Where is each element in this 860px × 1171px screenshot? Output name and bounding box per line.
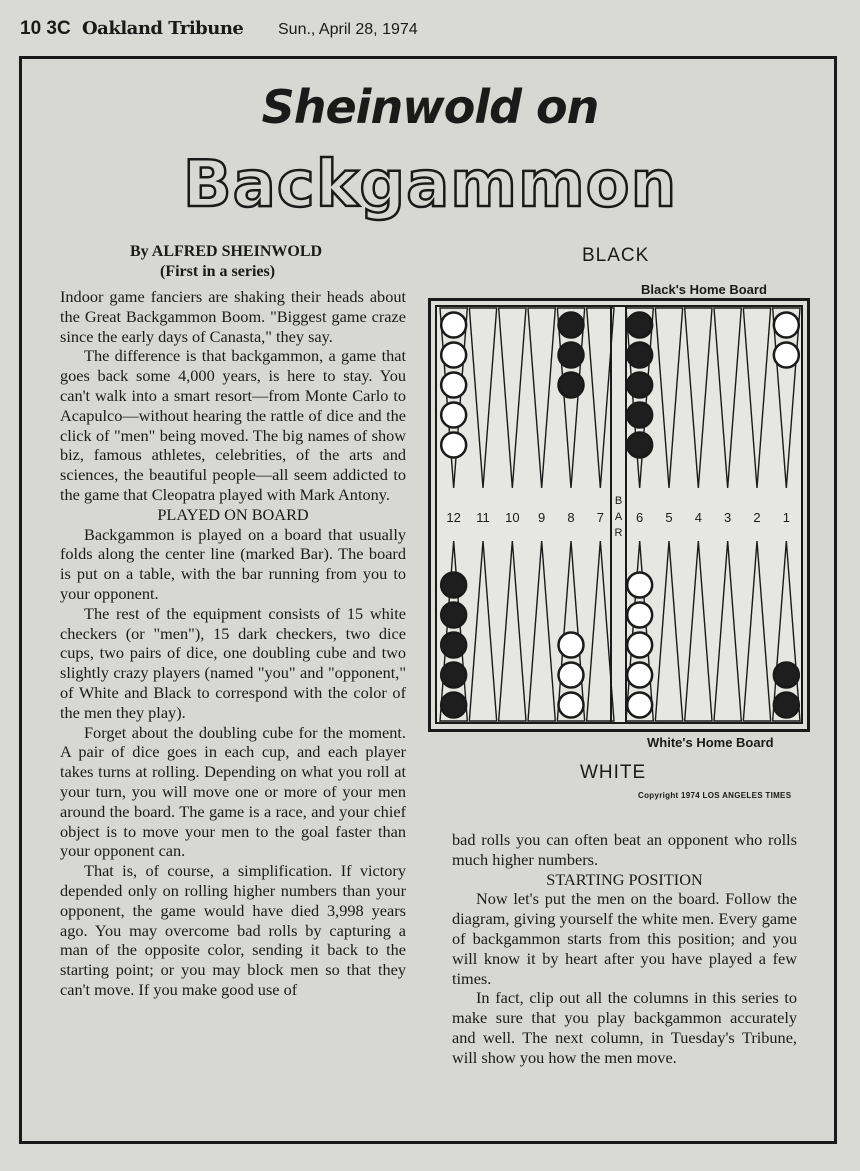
left-column (60, 287, 406, 1000)
subheading-played-on-board: PLAYED ON BOARD (157, 504, 309, 524)
point-number: 2 (753, 510, 761, 525)
white-checker (627, 633, 652, 658)
white-checker (627, 603, 652, 628)
right-column (452, 830, 797, 1068)
black-checker (627, 313, 652, 338)
white-home-board-label: White's Home Board (647, 735, 774, 750)
newspaper-name: Oakland Tribune (82, 18, 244, 39)
paragraph: That is, of course, a simplification. If victory depended only on rolling higher numbers than your opponent, the game would have died 3,998 years ago. You may overcome bad rolls by capturing a man of the opposite color, sending it back to the starting point; or you may block men so that they can't move. If you make good use of (60, 861, 406, 999)
black-checker (559, 343, 584, 368)
white-checker (774, 343, 799, 368)
bar-label-letter: R (614, 527, 623, 539)
white-checker (441, 433, 466, 458)
white-checker (441, 343, 466, 368)
white-checker (627, 663, 652, 688)
black-checker (627, 373, 652, 398)
point-number: 3 (724, 510, 732, 525)
white-checker (441, 313, 466, 338)
subheading-starting-position: STARTING POSITION (546, 869, 703, 889)
headline-line-2: Backgammon (182, 148, 678, 222)
point-number: 9 (538, 510, 546, 525)
headline-line-1: Sheinwold on (261, 80, 599, 134)
point-number: 1 (782, 510, 790, 525)
point-number: 12 (446, 510, 461, 525)
paragraph: The difference is that backgammon, a game that goes back some 4,000 years, is here to stay. You can't walk into a smart resort—from Monte Carlo to Acapulco—without hearing the rattle of dice and the click of "men" being moved. The big names of show biz, famous athletes, celebrities, of the arts and sciences, the beautiful people—all seem addicted to the game that Cleopatra played with Mark Antony. (60, 346, 406, 504)
paragraph: bad rolls you can often beat an opponent who rolls much higher numbers. (452, 830, 797, 869)
masthead (20, 18, 840, 46)
byline: By ALFRED SHEINWOLD (130, 243, 323, 260)
white-checker (559, 693, 584, 718)
white-checker (441, 373, 466, 398)
issue-date: Sun., April 28, 1974 (278, 21, 418, 38)
black-checker (441, 663, 466, 688)
black-checker (441, 693, 466, 718)
paragraph: Forget about the doubling cube for the moment. A pair of dice goes in each cup, and each player takes turns at rolling. Depending on what you roll at your turn, you will move one or more of your men around the board. The game is a race, and your chief object is to move your men to the goal faster than your opponent can. (60, 722, 406, 861)
white-checker (559, 633, 584, 658)
black-checker (441, 573, 466, 598)
player-label-white: WHITE (580, 762, 647, 783)
white-checker (441, 403, 466, 428)
white-checker (559, 663, 584, 688)
white-checker (627, 573, 652, 598)
point-number: 7 (596, 510, 604, 525)
point-number: 5 (665, 510, 673, 525)
point-number: 11 (476, 510, 490, 525)
page-number: 10 3C (20, 18, 71, 39)
point-number: 6 (636, 510, 644, 525)
black-checker (627, 433, 652, 458)
black-checker (627, 343, 652, 368)
bar-label-letter: A (614, 511, 623, 523)
black-checker (441, 603, 466, 628)
player-label-black: BLACK (582, 245, 650, 266)
paragraph: In fact, clip out all the columns in this series to make sure that you play backgammon accurately and well. The next column, in Tuesday's Tribune, will show you how the men move. (452, 988, 797, 1067)
paragraph: The rest of the equipment consists of 15 white checkers (or "men"), 15 dark checkers, two dice cups, two pairs of dice, one doubling cube and two slightly crazy players (named "you" and "opponent," of White and Black to correspond with the color of the men they play). (60, 603, 406, 722)
point-number: 8 (567, 510, 575, 525)
white-checker (774, 313, 799, 338)
black-checker (774, 693, 799, 718)
point-number: 4 (694, 510, 702, 525)
copyright-notice: Copyright 1974 LOS ANGELES TIMES (638, 791, 792, 800)
black-checker (441, 633, 466, 658)
paragraph: Now let's put the men on the board. Follow the diagram, giving yourself the white men. Every game of backgammon starts from this position; and you will know it by heart after you have played a few times. (452, 889, 797, 988)
paragraph: Backgammon is played on a board that usually folds along the center line (marked Bar). The board is put on a table, with the bar running from you to your opponent. (60, 524, 406, 603)
paragraph: Indoor game fanciers are shaking their heads about the Great Backgammon Boom. "Biggest game craze since the early days of Canasta," they say. (60, 287, 406, 346)
black-checker (774, 663, 799, 688)
black-checker (559, 373, 584, 398)
white-checker (627, 693, 652, 718)
black-checker (559, 313, 584, 338)
black-home-board-label: Black's Home Board (641, 282, 767, 297)
series-note: (First in a series) (160, 263, 276, 280)
point-number: 10 (505, 510, 520, 525)
black-checker (627, 403, 652, 428)
backgammon-board (428, 298, 810, 732)
bar-label-letter: B (614, 495, 623, 507)
